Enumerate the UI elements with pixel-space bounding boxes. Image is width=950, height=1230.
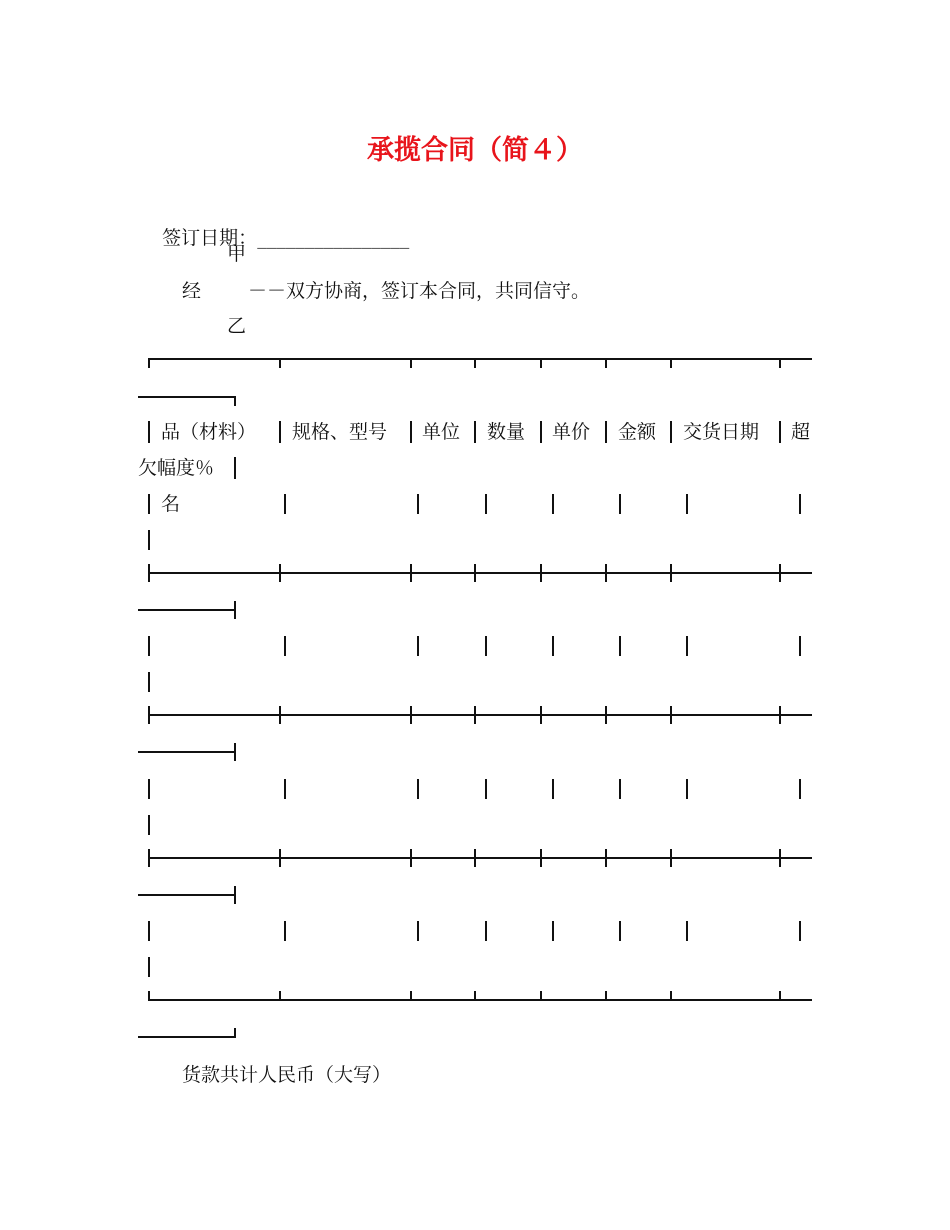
header-delivery-date: 交货日期 <box>683 421 760 443</box>
header-spec: 规格、型号 <box>292 421 388 443</box>
row-tick <box>148 849 150 867</box>
bottom-tick <box>605 991 607 1001</box>
header-unit: 单位 <box>422 421 461 443</box>
header-bar <box>148 421 150 443</box>
cell-bar <box>485 779 487 799</box>
header-bar <box>605 421 607 443</box>
cell-bar <box>799 636 801 656</box>
total-label: 货款共计人民币（大写） <box>182 1064 392 1086</box>
top-tick <box>779 358 781 368</box>
row-tick <box>410 849 412 867</box>
row-separator <box>148 714 812 716</box>
header-bar <box>779 421 781 443</box>
header-quantity: 数量 <box>487 421 526 443</box>
header-over-under-wrap: 欠幅度％ <box>138 457 215 479</box>
row-tick <box>148 706 150 724</box>
row-tick <box>670 706 672 724</box>
row-tick <box>779 706 781 724</box>
row-tick <box>605 849 607 867</box>
cell-bar <box>417 921 419 941</box>
cell-bar <box>284 779 286 799</box>
party-a-char: 甲 <box>227 243 247 265</box>
header-unit-price: 单价 <box>552 421 591 443</box>
cell-bar <box>284 636 286 656</box>
row-separator <box>148 857 812 859</box>
cell-bar <box>284 921 286 941</box>
party-b-char: 乙 <box>227 315 247 337</box>
cell-bar <box>148 636 150 656</box>
row-tick <box>279 564 281 582</box>
row-separator-wrap <box>138 894 236 896</box>
top-tick <box>670 358 672 368</box>
cell-bar <box>417 494 419 514</box>
row-tick <box>670 564 672 582</box>
bottom-tick <box>540 991 542 1001</box>
header-bar <box>670 421 672 443</box>
sign-date-line <box>138 210 409 267</box>
cell-bar <box>148 530 150 550</box>
sign-date-label: 签订日期： <box>162 227 258 249</box>
cell-bar <box>485 921 487 941</box>
row-tick <box>670 849 672 867</box>
cell-bar <box>552 921 554 941</box>
row-tick <box>279 849 281 867</box>
cell-bar <box>686 636 688 656</box>
table-bottom-border-wrap <box>138 1036 236 1038</box>
header-bar <box>410 421 412 443</box>
cell-bar <box>148 957 150 977</box>
agreement-text: －－双方协商，签订本合同，共同信守。 <box>248 280 591 302</box>
top-tick <box>279 358 281 368</box>
top-tick <box>410 358 412 368</box>
party-middle-char: 经 <box>182 280 202 302</box>
row-tick <box>779 564 781 582</box>
cell-bar <box>619 494 621 514</box>
bottom-tick <box>670 991 672 1001</box>
header-bar <box>540 421 542 443</box>
header-product: 品（材料） <box>161 421 257 443</box>
bottom-tick <box>234 1028 236 1038</box>
row-tick <box>540 706 542 724</box>
header-bar <box>234 457 236 479</box>
row-tick <box>234 601 236 619</box>
cell-bar <box>552 636 554 656</box>
bottom-tick <box>474 991 476 1001</box>
cell-bar <box>284 494 286 514</box>
row-separator-wrap <box>138 751 236 753</box>
first-col-wrap: 名 <box>161 493 181 515</box>
table-top-border <box>148 358 812 360</box>
cell-bar <box>552 779 554 799</box>
row-tick <box>605 706 607 724</box>
row-tick <box>234 743 236 761</box>
cell-bar <box>799 921 801 941</box>
cell-bar <box>799 779 801 799</box>
header-bar <box>474 421 476 443</box>
row-tick <box>540 849 542 867</box>
bottom-tick <box>279 991 281 1001</box>
row-tick <box>410 706 412 724</box>
table-bottom-border <box>148 999 812 1001</box>
cell-bar <box>485 636 487 656</box>
bottom-tick <box>148 991 150 1001</box>
row-tick <box>279 706 281 724</box>
row-tick <box>540 564 542 582</box>
cell-bar <box>417 636 419 656</box>
cell-bar <box>148 779 150 799</box>
top-tick <box>234 396 236 406</box>
row-tick <box>474 706 476 724</box>
cell-bar <box>148 921 150 941</box>
row-separator-wrap <box>138 609 236 611</box>
header-over-under: 超 <box>791 421 811 443</box>
bottom-tick <box>410 991 412 1001</box>
table-top-border-wrap <box>138 396 236 398</box>
row-tick <box>234 886 236 904</box>
top-tick <box>605 358 607 368</box>
top-tick <box>474 358 476 368</box>
row-tick <box>474 849 476 867</box>
header-bar <box>279 421 281 443</box>
cell-bar <box>619 921 621 941</box>
sign-date-blank: ________________ <box>257 227 410 249</box>
row-separator <box>148 572 812 574</box>
cell-bar <box>619 636 621 656</box>
row-tick <box>605 564 607 582</box>
cell-bar <box>417 779 419 799</box>
cell-bar <box>148 672 150 692</box>
cell-bar <box>686 779 688 799</box>
cell-bar <box>148 494 150 514</box>
cell-bar <box>552 494 554 514</box>
cell-bar <box>619 779 621 799</box>
top-tick <box>540 358 542 368</box>
cell-bar <box>485 494 487 514</box>
row-tick <box>474 564 476 582</box>
top-tick <box>148 358 150 368</box>
row-tick <box>148 564 150 582</box>
row-tick <box>779 849 781 867</box>
cell-bar <box>686 494 688 514</box>
document-title: 承揽合同（简４） <box>367 135 583 166</box>
cell-bar <box>148 815 150 835</box>
cell-bar <box>799 494 801 514</box>
row-tick <box>410 564 412 582</box>
cell-bar <box>686 921 688 941</box>
bottom-tick <box>779 991 781 1001</box>
header-amount: 金额 <box>618 421 657 443</box>
